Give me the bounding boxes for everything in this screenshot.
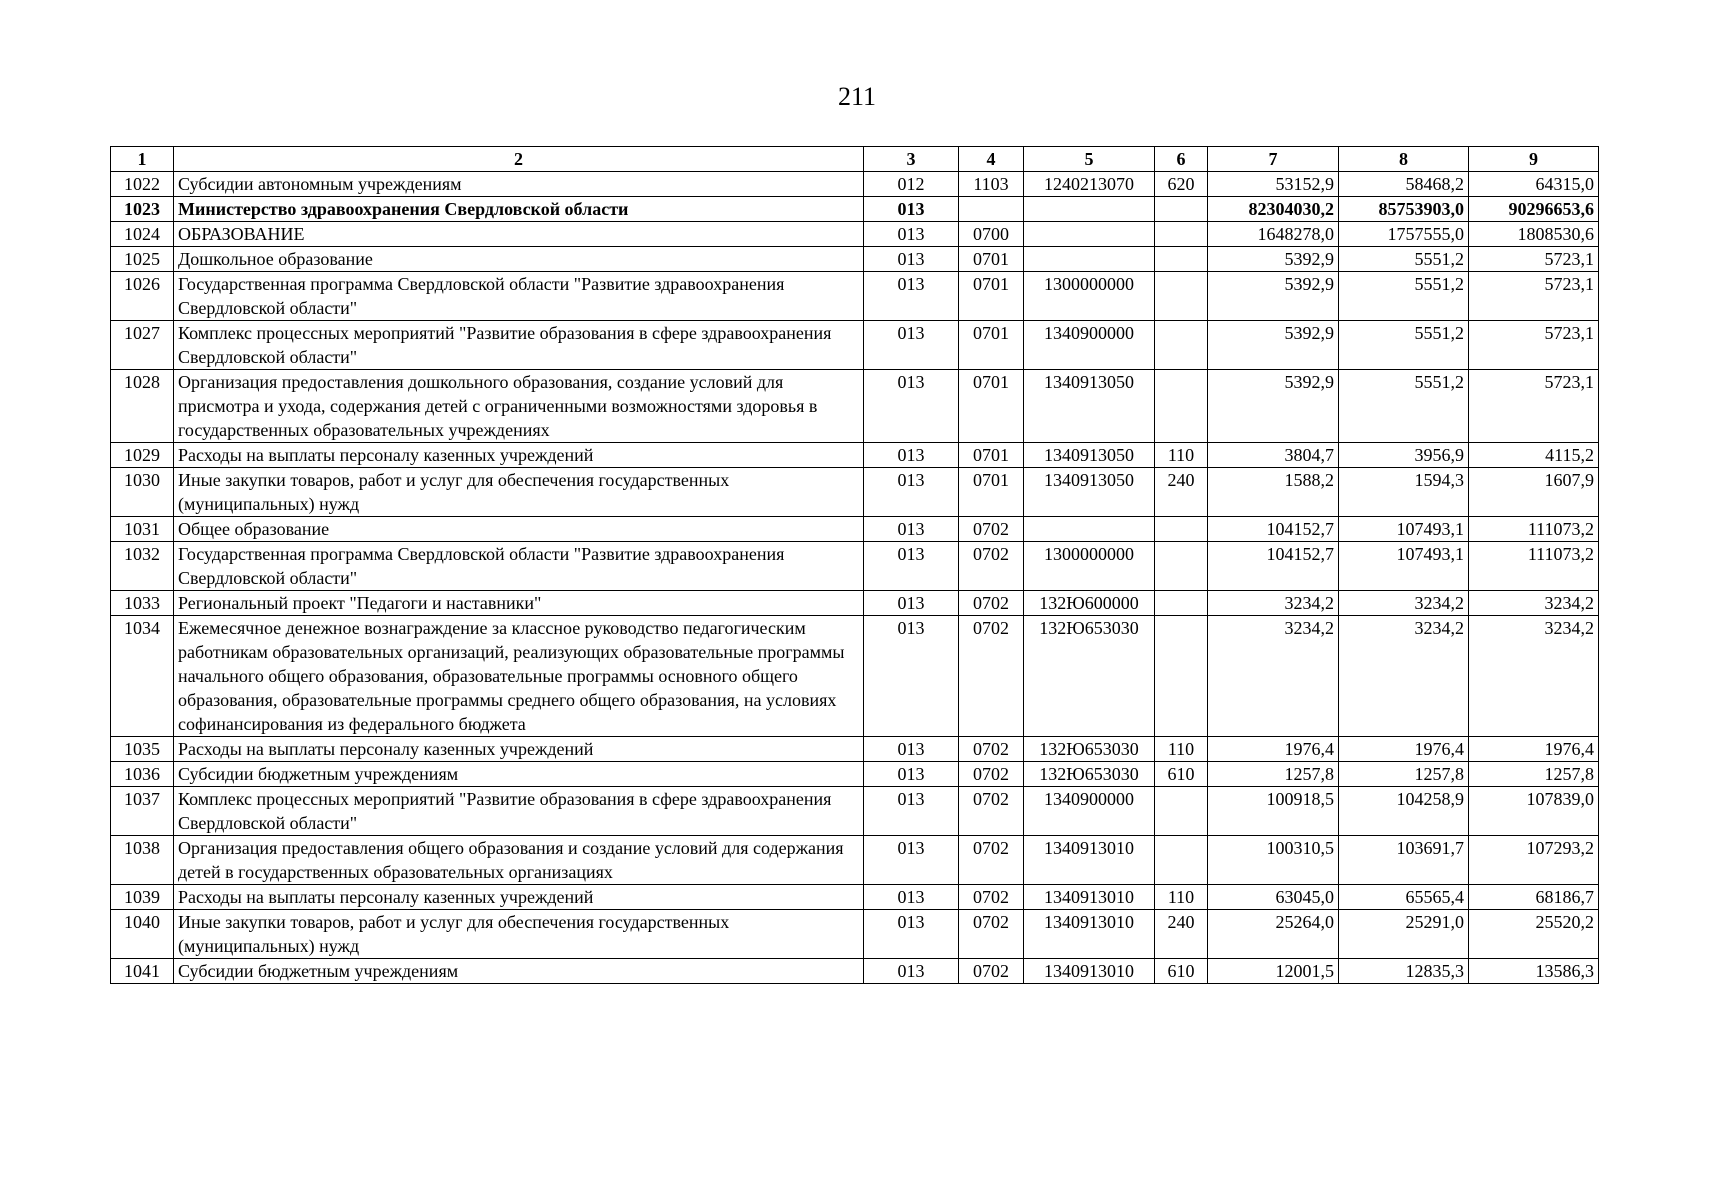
row-name-cell: Региональный проект "Педагоги и наставники" bbox=[174, 591, 864, 616]
table-row bbox=[111, 542, 1599, 591]
amount-col8-cell: 25291,0 bbox=[1339, 910, 1469, 959]
row-number-cell: 1034 bbox=[111, 616, 174, 737]
row-name-cell: Организация предоставления общего образования и создание условий для содержания детей в государственных образовательных организациях bbox=[174, 836, 864, 885]
amount-col7-cell: 5392,9 bbox=[1208, 321, 1339, 370]
amount-col9-cell: 90296653,6 bbox=[1469, 197, 1599, 222]
row-number-cell: 1037 bbox=[111, 787, 174, 836]
row-name-cell: Комплекс процессных мероприятий "Развитие образования в сфере здравоохранения Свердловской области" bbox=[174, 787, 864, 836]
section-code-cell: 0702 bbox=[959, 959, 1024, 984]
target-article-cell: 1300000000 bbox=[1024, 542, 1155, 591]
header-cell-3: 3 bbox=[864, 147, 959, 172]
amount-col9-cell: 1976,4 bbox=[1469, 737, 1599, 762]
row-name-cell: Расходы на выплаты персоналу казенных учреждений bbox=[174, 885, 864, 910]
header-row bbox=[111, 147, 1599, 172]
target-article-cell: 1340913050 bbox=[1024, 370, 1155, 443]
section-code-cell: 0702 bbox=[959, 616, 1024, 737]
target-article-cell: 1300000000 bbox=[1024, 272, 1155, 321]
row-name-cell: ОБРАЗОВАНИЕ bbox=[174, 222, 864, 247]
header-cell-9: 9 bbox=[1469, 147, 1599, 172]
section-code-cell: 0702 bbox=[959, 787, 1024, 836]
ministry-code-cell: 013 bbox=[864, 542, 959, 591]
table-row bbox=[111, 321, 1599, 370]
target-article-cell: 1340913050 bbox=[1024, 468, 1155, 517]
row-name-cell: Расходы на выплаты персоналу казенных учреждений bbox=[174, 443, 864, 468]
ministry-code-cell: 013 bbox=[864, 836, 959, 885]
row-name-cell: Субсидии автономным учреждениям bbox=[174, 172, 864, 197]
header-cell-2: 2 bbox=[174, 147, 864, 172]
amount-col7-cell: 5392,9 bbox=[1208, 370, 1339, 443]
expense-type-cell bbox=[1155, 197, 1208, 222]
amount-col9-cell: 1808530,6 bbox=[1469, 222, 1599, 247]
table-row bbox=[111, 885, 1599, 910]
table-row bbox=[111, 762, 1599, 787]
expense-type-cell bbox=[1155, 787, 1208, 836]
amount-col8-cell: 5551,2 bbox=[1339, 370, 1469, 443]
section-code-cell bbox=[959, 197, 1024, 222]
target-article-cell: 132Ю653030 bbox=[1024, 762, 1155, 787]
table-row bbox=[111, 616, 1599, 737]
ministry-code-cell: 013 bbox=[864, 616, 959, 737]
amount-col9-cell: 5723,1 bbox=[1469, 272, 1599, 321]
section-code-cell: 0701 bbox=[959, 272, 1024, 321]
section-code-cell: 0702 bbox=[959, 762, 1024, 787]
amount-col9-cell: 5723,1 bbox=[1469, 321, 1599, 370]
table-row bbox=[111, 959, 1599, 984]
table-row bbox=[111, 172, 1599, 197]
amount-col9-cell: 1607,9 bbox=[1469, 468, 1599, 517]
section-code-cell: 0701 bbox=[959, 370, 1024, 443]
section-code-cell: 0701 bbox=[959, 321, 1024, 370]
amount-col7-cell: 63045,0 bbox=[1208, 885, 1339, 910]
target-article-cell: 1340913010 bbox=[1024, 836, 1155, 885]
header-cell-1: 1 bbox=[111, 147, 174, 172]
ministry-code-cell: 013 bbox=[864, 885, 959, 910]
row-number-cell: 1038 bbox=[111, 836, 174, 885]
ministry-code-cell: 013 bbox=[864, 910, 959, 959]
page-number: 211 bbox=[837, 82, 877, 111]
amount-col7-cell: 100918,5 bbox=[1208, 787, 1339, 836]
row-name-cell: Министерство здравоохранения Свердловской области bbox=[174, 197, 864, 222]
amount-col7-cell: 3234,2 bbox=[1208, 591, 1339, 616]
ministry-code-cell: 013 bbox=[864, 591, 959, 616]
amount-col8-cell: 5551,2 bbox=[1339, 247, 1469, 272]
row-number-cell: 1036 bbox=[111, 762, 174, 787]
amount-col7-cell: 82304030,2 bbox=[1208, 197, 1339, 222]
header-cell-4: 4 bbox=[959, 147, 1024, 172]
row-number-cell: 1025 bbox=[111, 247, 174, 272]
header-cell-7: 7 bbox=[1208, 147, 1339, 172]
ministry-code-cell: 013 bbox=[864, 222, 959, 247]
row-name-cell: Организация предоставления дошкольного образования, создание условий для присмотра и ухода, содержания детей с ограниченными возможностями здоровья в государственных образовательных учреждениях bbox=[174, 370, 864, 443]
expense-type-cell: 610 bbox=[1155, 959, 1208, 984]
amount-col7-cell: 25264,0 bbox=[1208, 910, 1339, 959]
amount-col7-cell: 3804,7 bbox=[1208, 443, 1339, 468]
header-cell-6: 6 bbox=[1155, 147, 1208, 172]
expense-type-cell: 110 bbox=[1155, 443, 1208, 468]
expense-type-cell bbox=[1155, 222, 1208, 247]
table-row bbox=[111, 787, 1599, 836]
amount-col7-cell: 1976,4 bbox=[1208, 737, 1339, 762]
amount-col7-cell: 12001,5 bbox=[1208, 959, 1339, 984]
ministry-code-cell: 013 bbox=[864, 443, 959, 468]
table-row bbox=[111, 443, 1599, 468]
row-number-cell: 1026 bbox=[111, 272, 174, 321]
table-row bbox=[111, 370, 1599, 443]
amount-col8-cell: 1757555,0 bbox=[1339, 222, 1469, 247]
amount-col9-cell: 111073,2 bbox=[1469, 517, 1599, 542]
table-row bbox=[111, 247, 1599, 272]
amount-col7-cell: 1648278,0 bbox=[1208, 222, 1339, 247]
expense-type-cell bbox=[1155, 321, 1208, 370]
target-article-cell: 1340900000 bbox=[1024, 321, 1155, 370]
row-name-cell: Государственная программа Свердловской области "Развитие здравоохранения Свердловской области" bbox=[174, 542, 864, 591]
row-name-cell: Иные закупки товаров, работ и услуг для обеспечения государственных (муниципальных) нужд bbox=[174, 468, 864, 517]
expense-type-cell bbox=[1155, 616, 1208, 737]
target-article-cell: 1340913010 bbox=[1024, 959, 1155, 984]
amount-col7-cell: 104152,7 bbox=[1208, 517, 1339, 542]
table-row bbox=[111, 517, 1599, 542]
row-number-cell: 1029 bbox=[111, 443, 174, 468]
row-number-cell: 1022 bbox=[111, 172, 174, 197]
amount-col8-cell: 65565,4 bbox=[1339, 885, 1469, 910]
table-row bbox=[111, 197, 1599, 222]
row-number-cell: 1028 bbox=[111, 370, 174, 443]
table-row bbox=[111, 272, 1599, 321]
expense-type-cell bbox=[1155, 272, 1208, 321]
table-row bbox=[111, 910, 1599, 959]
amount-col8-cell: 3956,9 bbox=[1339, 443, 1469, 468]
amount-col9-cell: 68186,7 bbox=[1469, 885, 1599, 910]
ministry-code-cell: 013 bbox=[864, 959, 959, 984]
ministry-code-cell: 013 bbox=[864, 197, 959, 222]
expense-type-cell bbox=[1155, 370, 1208, 443]
section-code-cell: 0702 bbox=[959, 836, 1024, 885]
ministry-code-cell: 012 bbox=[864, 172, 959, 197]
section-code-cell: 0701 bbox=[959, 247, 1024, 272]
amount-col7-cell: 5392,9 bbox=[1208, 247, 1339, 272]
amount-col9-cell: 107293,2 bbox=[1469, 836, 1599, 885]
row-number-cell: 1027 bbox=[111, 321, 174, 370]
section-code-cell: 0701 bbox=[959, 443, 1024, 468]
expense-type-cell: 240 bbox=[1155, 910, 1208, 959]
table-row bbox=[111, 836, 1599, 885]
expense-type-cell: 240 bbox=[1155, 468, 1208, 517]
amount-col7-cell: 1588,2 bbox=[1208, 468, 1339, 517]
amount-col8-cell: 85753903,0 bbox=[1339, 197, 1469, 222]
row-number-cell: 1041 bbox=[111, 959, 174, 984]
ministry-code-cell: 013 bbox=[864, 737, 959, 762]
header-cell-5: 5 bbox=[1024, 147, 1155, 172]
table-row bbox=[111, 468, 1599, 517]
expense-type-cell bbox=[1155, 517, 1208, 542]
expense-type-cell: 620 bbox=[1155, 172, 1208, 197]
row-name-cell: Субсидии бюджетным учреждениям bbox=[174, 762, 864, 787]
row-name-cell: Расходы на выплаты персоналу казенных учреждений bbox=[174, 737, 864, 762]
ministry-code-cell: 013 bbox=[864, 247, 959, 272]
amount-col9-cell: 111073,2 bbox=[1469, 542, 1599, 591]
section-code-cell: 0702 bbox=[959, 885, 1024, 910]
amount-col8-cell: 104258,9 bbox=[1339, 787, 1469, 836]
row-number-cell: 1039 bbox=[111, 885, 174, 910]
amount-col8-cell: 12835,3 bbox=[1339, 959, 1469, 984]
target-article-cell bbox=[1024, 222, 1155, 247]
section-code-cell: 0701 bbox=[959, 468, 1024, 517]
expense-type-cell bbox=[1155, 591, 1208, 616]
amount-col8-cell: 1976,4 bbox=[1339, 737, 1469, 762]
expense-type-cell: 610 bbox=[1155, 762, 1208, 787]
expense-type-cell bbox=[1155, 247, 1208, 272]
row-name-cell: Государственная программа Свердловской области "Развитие здравоохранения Свердловской области" bbox=[174, 272, 864, 321]
ministry-code-cell: 013 bbox=[864, 787, 959, 836]
target-article-cell: 1240213070 bbox=[1024, 172, 1155, 197]
amount-col7-cell: 5392,9 bbox=[1208, 272, 1339, 321]
amount-col7-cell: 1257,8 bbox=[1208, 762, 1339, 787]
ministry-code-cell: 013 bbox=[864, 321, 959, 370]
row-number-cell: 1030 bbox=[111, 468, 174, 517]
amount-col8-cell: 3234,2 bbox=[1339, 591, 1469, 616]
amount-col7-cell: 3234,2 bbox=[1208, 616, 1339, 737]
table-body bbox=[111, 172, 1599, 984]
expense-type-cell: 110 bbox=[1155, 737, 1208, 762]
row-name-cell: Иные закупки товаров, работ и услуг для обеспечения государственных (муниципальных) нужд bbox=[174, 910, 864, 959]
amount-col8-cell: 5551,2 bbox=[1339, 321, 1469, 370]
section-code-cell: 0700 bbox=[959, 222, 1024, 247]
section-code-cell: 0702 bbox=[959, 517, 1024, 542]
table-row bbox=[111, 591, 1599, 616]
row-name-cell: Дошкольное образование bbox=[174, 247, 864, 272]
amount-col8-cell: 1594,3 bbox=[1339, 468, 1469, 517]
amount-col9-cell: 25520,2 bbox=[1469, 910, 1599, 959]
amount-col8-cell: 107493,1 bbox=[1339, 542, 1469, 591]
row-number-cell: 1024 bbox=[111, 222, 174, 247]
expense-type-cell bbox=[1155, 836, 1208, 885]
ministry-code-cell: 013 bbox=[864, 517, 959, 542]
amount-col8-cell: 1257,8 bbox=[1339, 762, 1469, 787]
amount-col8-cell: 3234,2 bbox=[1339, 616, 1469, 737]
row-number-cell: 1033 bbox=[111, 591, 174, 616]
target-article-cell: 132Ю653030 bbox=[1024, 616, 1155, 737]
target-article-cell: 1340900000 bbox=[1024, 787, 1155, 836]
row-name-cell: Комплекс процессных мероприятий "Развитие образования в сфере здравоохранения Свердловской области" bbox=[174, 321, 864, 370]
amount-col9-cell: 13586,3 bbox=[1469, 959, 1599, 984]
section-code-cell: 0702 bbox=[959, 910, 1024, 959]
amount-col9-cell: 3234,2 bbox=[1469, 616, 1599, 737]
amount-col7-cell: 100310,5 bbox=[1208, 836, 1339, 885]
section-code-cell: 0702 bbox=[959, 542, 1024, 591]
amount-col8-cell: 103691,7 bbox=[1339, 836, 1469, 885]
amount-col7-cell: 53152,9 bbox=[1208, 172, 1339, 197]
section-code-cell: 0702 bbox=[959, 737, 1024, 762]
target-article-cell: 1340913050 bbox=[1024, 443, 1155, 468]
row-number-cell: 1031 bbox=[111, 517, 174, 542]
section-code-cell: 1103 bbox=[959, 172, 1024, 197]
row-name-cell: Общее образование bbox=[174, 517, 864, 542]
expense-type-cell: 110 bbox=[1155, 885, 1208, 910]
amount-col8-cell: 5551,2 bbox=[1339, 272, 1469, 321]
amount-col9-cell: 64315,0 bbox=[1469, 172, 1599, 197]
row-number-cell: 1040 bbox=[111, 910, 174, 959]
target-article-cell bbox=[1024, 247, 1155, 272]
row-number-cell: 1032 bbox=[111, 542, 174, 591]
amount-col9-cell: 5723,1 bbox=[1469, 247, 1599, 272]
budget-table bbox=[110, 146, 1599, 984]
amount-col8-cell: 107493,1 bbox=[1339, 517, 1469, 542]
amount-col9-cell: 107839,0 bbox=[1469, 787, 1599, 836]
row-name-cell: Субсидии бюджетным учреждениям bbox=[174, 959, 864, 984]
ministry-code-cell: 013 bbox=[864, 468, 959, 517]
section-code-cell: 0702 bbox=[959, 591, 1024, 616]
amount-col8-cell: 58468,2 bbox=[1339, 172, 1469, 197]
row-number-cell: 1035 bbox=[111, 737, 174, 762]
target-article-cell: 1340913010 bbox=[1024, 910, 1155, 959]
header-cell-8: 8 bbox=[1339, 147, 1469, 172]
target-article-cell bbox=[1024, 197, 1155, 222]
ministry-code-cell: 013 bbox=[864, 370, 959, 443]
target-article-cell: 132Ю600000 bbox=[1024, 591, 1155, 616]
amount-col9-cell: 5723,1 bbox=[1469, 370, 1599, 443]
table-row bbox=[111, 737, 1599, 762]
target-article-cell: 1340913010 bbox=[1024, 885, 1155, 910]
row-number-cell: 1023 bbox=[111, 197, 174, 222]
expense-type-cell bbox=[1155, 542, 1208, 591]
amount-col9-cell: 3234,2 bbox=[1469, 591, 1599, 616]
row-name-cell: Ежемесячное денежное вознаграждение за классное руководство педагогическим работникам образовательных организаций, реализующих образовательные программы начального общего образования, образовательные программы основного общего образования, образовательные программы среднего общего образования, на условиях софинансирования из федерального бюджета bbox=[174, 616, 864, 737]
amount-col9-cell: 4115,2 bbox=[1469, 443, 1599, 468]
ministry-code-cell: 013 bbox=[864, 272, 959, 321]
amount-col9-cell: 1257,8 bbox=[1469, 762, 1599, 787]
target-article-cell: 132Ю653030 bbox=[1024, 737, 1155, 762]
target-article-cell bbox=[1024, 517, 1155, 542]
table-row bbox=[111, 222, 1599, 247]
amount-col7-cell: 104152,7 bbox=[1208, 542, 1339, 591]
ministry-code-cell: 013 bbox=[864, 762, 959, 787]
